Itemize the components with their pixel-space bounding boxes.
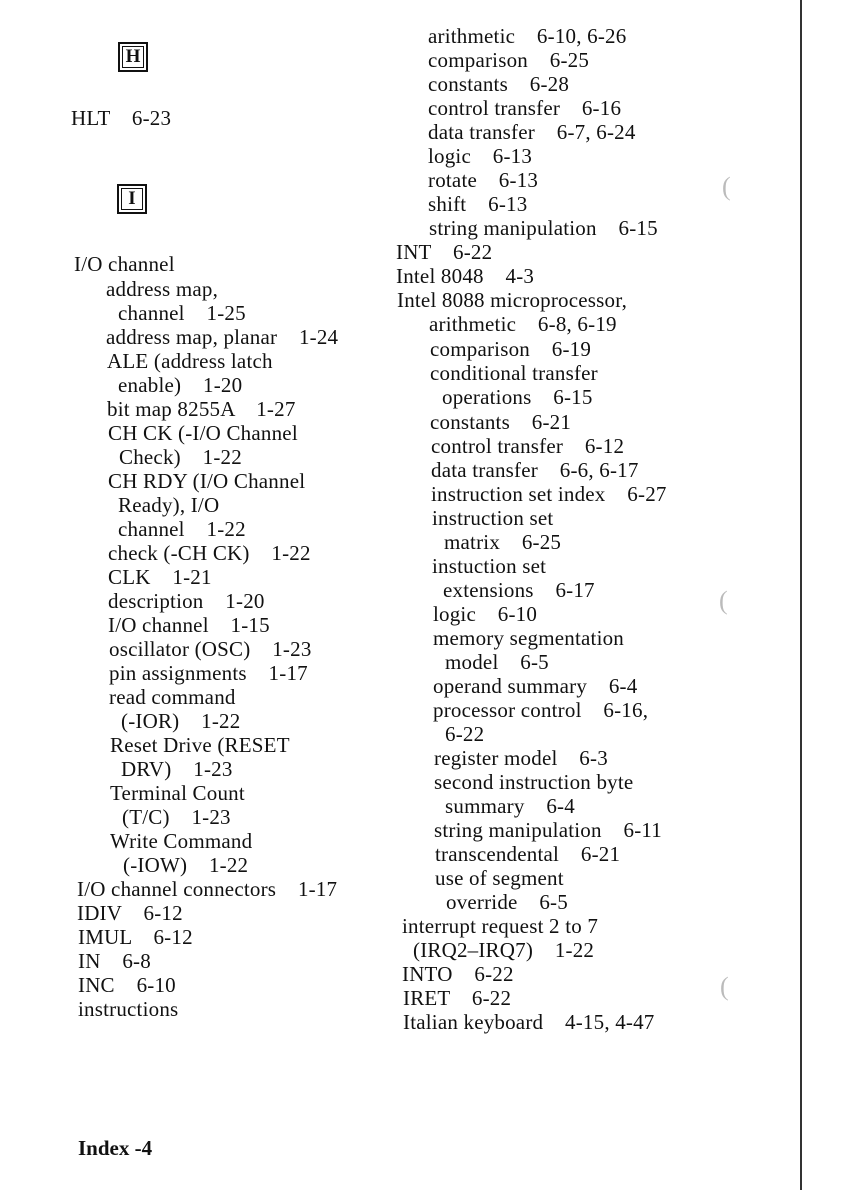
index-right-entry: processor control 6-16, <box>433 698 649 722</box>
index-right-entry: control transfer 6-16 <box>428 96 622 120</box>
section-letter-h: H <box>118 42 148 72</box>
index-right-entry: instruction set index 6-27 <box>431 482 667 506</box>
index-left-entry: Ready), I/O <box>118 493 220 517</box>
index-right-entry: string manipulation 6-15 <box>429 216 658 240</box>
page-edge-divider <box>800 0 802 1190</box>
index-right-entry: use of segment <box>435 866 564 890</box>
index-right-entry: Intel 8048 4-3 <box>396 264 535 288</box>
index-right-entry: INTO 6-22 <box>402 962 514 986</box>
index-right-entry: comparison 6-19 <box>430 337 592 361</box>
index-left-entry: pin assignments 1-17 <box>109 661 308 685</box>
index-left-entry: IN 6-8 <box>78 949 151 973</box>
index-left-entry: I/O channel connectors 1-17 <box>77 877 338 901</box>
index-right-entry: Italian keyboard 4-15, 4-47 <box>403 1010 655 1034</box>
index-left-entry: enable) 1-20 <box>118 373 243 397</box>
index-left-entry: ALE (address latch <box>107 349 273 373</box>
index-right-entry: override 6-5 <box>446 890 568 914</box>
index-right-entry: second instruction byte <box>434 770 634 794</box>
index-right-entry: IRET 6-22 <box>403 986 512 1010</box>
index-right-entry: Intel 8088 microprocessor, <box>397 288 628 312</box>
index-right-entry: interrupt request 2 to 7 <box>402 914 599 938</box>
index-left-entry: IMUL 6-12 <box>78 925 193 949</box>
index-right-entry: INT 6-22 <box>396 240 493 264</box>
index-right-entry: arithmetic 6-10, 6-26 <box>428 24 627 48</box>
index-right-entry: extensions 6-17 <box>443 578 595 602</box>
index-right-entry: constants 6-21 <box>430 410 572 434</box>
index-right-entry: data transfer 6-6, 6-17 <box>431 458 639 482</box>
index-right-entry: instruction set <box>432 506 554 530</box>
index-left-entry: (-IOR) 1-22 <box>121 709 241 733</box>
index-left-entry: Write Command <box>110 829 253 853</box>
index-right-entry: logic 6-13 <box>428 144 533 168</box>
index-right-entry: logic 6-10 <box>433 602 538 626</box>
index-left-entry: oscillator (OSC) 1-23 <box>109 637 312 661</box>
index-right-entry: data transfer 6-7, 6-24 <box>428 120 636 144</box>
index-left-entry: address map, <box>106 277 219 301</box>
page-footer-label: Index -4 <box>78 1136 153 1160</box>
index-right-entry: memory segmentation <box>433 626 625 650</box>
index-left-entry: Reset Drive (RESET <box>110 733 290 757</box>
index-right-entry: arithmetic 6-8, 6-19 <box>429 312 617 336</box>
paper-blemish-mark: ( <box>719 586 728 615</box>
paper-blemish-mark: ( <box>720 972 729 1001</box>
index-left-entry: description 1-20 <box>108 589 265 613</box>
section-letter-i: I <box>117 184 147 214</box>
index-right-entry: matrix 6-25 <box>444 530 562 554</box>
index-left-entry: Check) 1-22 <box>119 445 242 469</box>
index-right-entry: control transfer 6-12 <box>431 434 625 458</box>
index-left-entry: channel 1-22 <box>118 517 246 541</box>
index-left-entry: read command <box>109 685 236 709</box>
index-right-entry: conditional transfer <box>430 361 598 385</box>
index-left-entry: CH RDY (I/O Channel <box>108 469 306 493</box>
index-left-entry: DRV) 1-23 <box>121 757 233 781</box>
index-right-entry: (IRQ2–IRQ7) 1-22 <box>413 938 595 962</box>
index-left-entry: I/O channel <box>74 252 175 276</box>
index-left-entry: address map, planar 1-24 <box>106 325 339 349</box>
index-left-entry: instructions <box>78 997 179 1021</box>
index-left-entry: Terminal Count <box>110 781 245 805</box>
index-right-entry: comparison 6-25 <box>428 48 590 72</box>
index-right-entry: operand summary 6-4 <box>433 674 638 698</box>
index-right-entry: register model 6-3 <box>434 746 608 770</box>
index-left-entry: I/O channel 1-15 <box>108 613 270 637</box>
index-right-entry: summary 6-4 <box>445 794 575 818</box>
index-left-entry: IDIV 6-12 <box>77 901 183 925</box>
index-left-entry: check (-CH CK) 1-22 <box>108 541 311 565</box>
index-right-entry: instuction set <box>432 554 547 578</box>
index-right-entry: operations 6-15 <box>442 385 593 409</box>
index-left-entry: bit map 8255A 1-27 <box>107 397 296 421</box>
index-entry-hlt: HLT 6-23 <box>71 106 172 130</box>
index-right-entry: 6-22 <box>445 722 485 746</box>
index-right-entry: constants 6-28 <box>428 72 570 96</box>
index-left-entry: channel 1-25 <box>118 301 246 325</box>
index-left-entry: INC 6-10 <box>78 973 176 997</box>
paper-blemish-mark: ( <box>722 172 731 201</box>
index-left-entry: CLK 1-21 <box>108 565 212 589</box>
index-right-entry: rotate 6-13 <box>428 168 539 192</box>
index-right-entry: model 6-5 <box>445 650 549 674</box>
index-left-entry: (-IOW) 1-22 <box>123 853 249 877</box>
index-right-entry: transcendental 6-21 <box>435 842 621 866</box>
index-right-entry: string manipulation 6-11 <box>434 818 663 842</box>
index-left-entry: (T/C) 1-23 <box>122 805 231 829</box>
index-right-entry: shift 6-13 <box>428 192 528 216</box>
index-left-entry: CH CK (-I/O Channel <box>108 421 298 445</box>
